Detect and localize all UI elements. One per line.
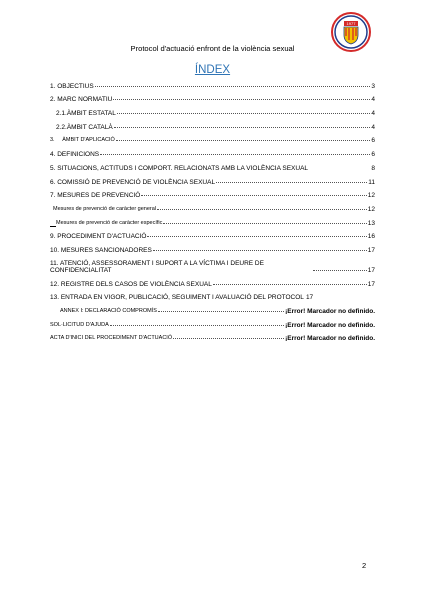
toc-entry[interactable] [50,215,375,229]
toc-entry-page: 12 [367,205,375,213]
toc-leader-dots [147,235,366,237]
toc-leader-dots [216,181,367,183]
toc-entry-page: 8 [371,164,375,172]
toc-entry[interactable] [50,317,375,331]
toc-entry-title: 11. ATENCIÓ, ASSESSORAMENT I SUPORT A LA VÍCTIMA I DEURE DE CONFIDENCIALITAT [50,259,264,274]
toc-entry-page: 3 [371,82,375,90]
toc-entry[interactable] [50,105,375,119]
toc-entry[interactable] [50,303,375,317]
toc-entry[interactable] [50,276,375,290]
toc-entry[interactable] [50,92,375,106]
toc-leader-dots [110,324,284,326]
toc-leader-dots [141,194,366,196]
toc-entry-title: 7. MESURES DE PREVENCIÓ [50,192,141,200]
toc-entry-title: Mesures de prevenció de caràcter general [53,205,157,212]
toc-leader-dots [153,249,367,251]
toc-entry-title: SOL·LICITUD D'AJUDA [50,321,109,328]
toc-entry-page: 17 [367,266,375,274]
toc-entry-title: 2.1.ÀMBIT ESTATAL [56,110,116,118]
toc-entry[interactable] [50,160,375,174]
toc-entry-title: 5. SITUACIONS, ACTITUDS I COMPORT. RELACIONATS AMB LA VIOLÈNCIA SEXUAL [50,164,309,172]
toc-leader-dots [117,112,371,114]
toc-entry[interactable] [50,201,375,215]
toc-entry-title: 4. DEFINICIONS [50,151,100,159]
toc-entry-page: 11 [368,178,375,186]
toc-entry[interactable] [50,133,375,147]
toc-entry[interactable] [50,229,375,243]
toc-entry-page: 12 [367,192,375,200]
toc-leader-dots [95,85,371,87]
toc-entry-title: ANNEX I: DECLARACIÓ COMPROMÍS [60,308,157,314]
toc-entry-title: Mesures de prevenció de caràcter específic [56,219,163,226]
toc-entry-error: ¡Error! Marcador no definido. [285,321,375,329]
toc-entry-title: 10. MESURES SANCIONADORES [50,246,152,254]
toc-entry-page: 4 [371,110,375,118]
toc-entry-page: 13 [367,219,375,227]
toc-leader-dots [163,222,366,224]
toc-entry[interactable] [50,78,375,92]
toc-entry-title: 2.2.ÀMBIT CATALÀ [56,123,113,131]
toc-entry-error: ¡Error! Marcador no definido. [285,308,375,315]
toc-entry-page: 4 [371,96,375,104]
toc-entry-page: 6 [371,137,375,145]
toc-entry[interactable] [50,331,375,345]
toc-entry[interactable] [50,174,375,188]
toc-entry-error: ¡Error! Marcador no definido. [285,335,375,343]
toc-entry-title: ACTA D'INICI DEL PROCEDIMENT D'ACTUACIÓ [50,335,173,342]
toc-entry-page: 17 [305,294,314,302]
document-header-title: Protocol d'actuació enfront de la violència sexual [130,44,295,53]
toc-entry[interactable] [50,119,375,133]
toc-entry-page: 17 [367,280,375,288]
toc-leader-dots [114,126,371,128]
logo-year: 1977 [346,21,356,27]
toc-entry-title: 3. ÀMBIT D'APLICACIÓ [50,137,115,144]
toc-leader-dots [158,310,284,312]
toc-leader-dots [100,153,370,155]
toc-leader-dots [313,269,367,271]
toc-entry-title: 1. OBJECTIUS [50,82,94,90]
toc-leader-dots [213,283,367,285]
toc-entry-page: 17 [367,246,375,254]
toc-entry-page: 16 [367,233,375,241]
toc-entry[interactable] [50,242,375,256]
table-of-contents [50,78,375,344]
toc-leader-dots [113,98,370,100]
toc-entry[interactable] [50,146,375,160]
toc-leader-dots [173,337,284,339]
toc-leader-dots [309,168,370,169]
toc-entry-title: 13. ENTRADA EN VIGOR, PUBLICACIÓ, SEGUIMENT I AVALUACIÓ DEL PROTOCOL [50,294,304,302]
toc-entry-title: 6. COMISSIÓ DE PREVENCIÓ DE VIOLÈNCIA SEXUAL [50,178,216,186]
toc-leader-dots [157,208,367,210]
toc-leader-dots [116,139,371,141]
toc-entry-title: 9. PROCEDIMENT D'ACTUACIÓ [50,233,147,241]
toc-entry-title: 2. MARC NORMATIU [50,96,113,104]
toc-entry-page: 4 [371,123,375,131]
toc-entry[interactable] [50,188,375,202]
index-title: ÍNDEX [194,64,231,76]
page-number: 2 [362,561,367,570]
toc-entry-title: 12. REGISTRE DELS CASOS DE VIOLÈNCIA SEXUAL [50,280,212,288]
toc-entry[interactable] [50,290,375,304]
toc-entry-page: 6 [371,151,375,159]
toc-entry[interactable] [50,256,375,276]
